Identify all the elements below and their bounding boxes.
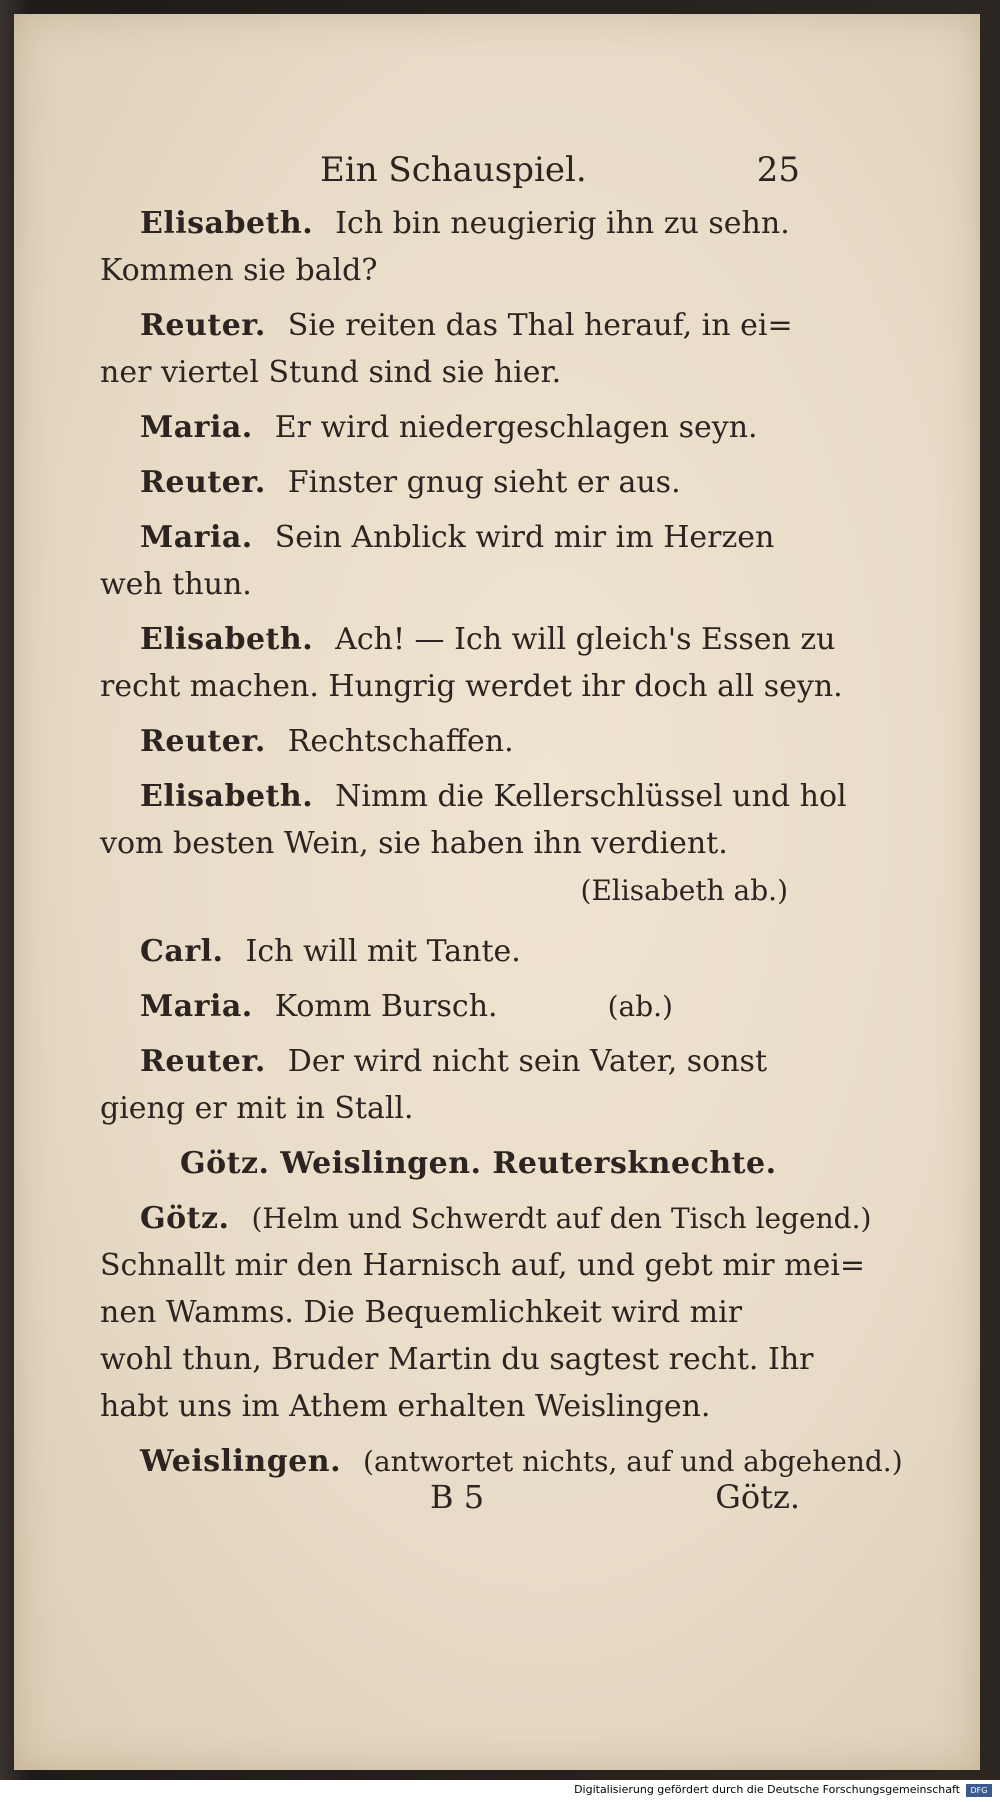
text-line (100, 302, 800, 349)
line-text: Finster gnug sieht er aus. (287, 465, 681, 500)
line-text: Ich bin neugierig ihn zu sehn. (335, 206, 790, 241)
page-footer (100, 1478, 800, 1524)
text-line (100, 200, 800, 247)
line-text: Kommen sie bald? (100, 253, 378, 288)
line-text: vom besten Wein, sie haben ihn verdient. (100, 826, 728, 861)
line-text: Sein Anblick wird mir im Herzen (274, 520, 775, 555)
page-text (100, 200, 903, 1485)
line-text: Rechtschaffen. (287, 724, 514, 759)
text-line (100, 663, 843, 710)
line-text: Sie reiten das Thal herauf, in ei= (287, 308, 793, 343)
speaker-name: Götz. (140, 1201, 230, 1236)
speaker-name: Reuter. (140, 724, 266, 759)
text-line (100, 514, 800, 561)
line-text: habt uns im Athem erhalten Weislingen. (100, 1389, 711, 1424)
stage-direction-text: (antwortet nichts, auf und abgehend.) (363, 1445, 903, 1478)
line-text: recht machen. Hungrig werdet ihr doch all seyn. (100, 669, 843, 704)
line-text: Ich will mit Tante. (245, 934, 521, 969)
text-line (100, 983, 800, 1030)
speaker-name: Maria. (140, 410, 253, 445)
line-text: Ach! — Ich will gleich's Essen zu (335, 622, 836, 657)
line-text: Schnallt mir den Harnisch auf, und gebt mir mei= (100, 1248, 866, 1283)
text-line (100, 404, 800, 451)
signature-mark: B 5 (430, 1478, 485, 1516)
line-text: Nimm die Kellerschlüssel und hol (335, 779, 847, 814)
speaker-name: Reuter. (140, 308, 266, 343)
text-line (100, 1038, 800, 1085)
text-line (100, 1195, 872, 1242)
stage-direction-text: (ab.) (607, 990, 673, 1023)
speaker-name: Reuter. (140, 1044, 266, 1079)
line-text: wohl thun, Bruder Martin du sagtest recht. Ihr (100, 1342, 814, 1377)
speaker-name: Weislingen. (140, 1444, 342, 1479)
speaker-name: Maria. (140, 989, 253, 1024)
speaker-name: Elisabeth. (140, 622, 314, 657)
credit-text: Digitalisierung gefördert durch die Deutsche Forschungsgemeinschaft (574, 1783, 960, 1796)
credit-bar (0, 1780, 1000, 1802)
text-line (100, 459, 800, 506)
speaker-name: Elisabeth. (140, 206, 314, 241)
text-line (100, 616, 836, 663)
text-line (100, 820, 800, 867)
text-line (100, 247, 800, 294)
speaker-name: Elisabeth. (140, 779, 314, 814)
line-text: Der wird nicht sein Vater, sonst (287, 1044, 768, 1079)
line-text: Komm Bursch. (274, 989, 498, 1024)
running-title: Ein Schauspiel. (320, 150, 587, 190)
line-text: ner viertel Stund sind sie hier. (100, 355, 562, 390)
speaker-name: Carl. (140, 934, 224, 969)
text-line (100, 1289, 800, 1336)
stage-direction-text: (Elisabeth ab.) (580, 874, 788, 907)
line-text: gieng er mit in Stall. (100, 1091, 414, 1126)
text-line (100, 349, 800, 396)
catchword: Götz. (715, 1478, 800, 1516)
text-line (100, 1383, 800, 1430)
text-line (100, 1242, 866, 1289)
text-line (100, 718, 800, 765)
scene-heading-text: Götz. Weislingen. Reutersknechte. (180, 1146, 777, 1181)
speaker-name: Maria. (140, 520, 253, 555)
stage-direction-text: (Helm und Schwerdt auf den Tisch legend.) (251, 1202, 872, 1235)
text-line (100, 773, 847, 820)
stage-direction (100, 867, 800, 914)
text-line (100, 561, 800, 608)
text-line (100, 1085, 800, 1132)
line-text: weh thun. (100, 567, 252, 602)
scene-heading (100, 1140, 800, 1187)
running-header (100, 150, 800, 196)
speaker-name: Reuter. (140, 465, 266, 500)
page-number: 25 (756, 150, 800, 190)
dfg-logo-icon: DFG (966, 1784, 992, 1797)
text-line (100, 928, 800, 975)
text-line (100, 1336, 814, 1383)
line-text: Er wird niedergeschlagen seyn. (274, 410, 758, 445)
line-text: nen Wamms. Die Bequemlichkeit wird mir (100, 1295, 743, 1330)
